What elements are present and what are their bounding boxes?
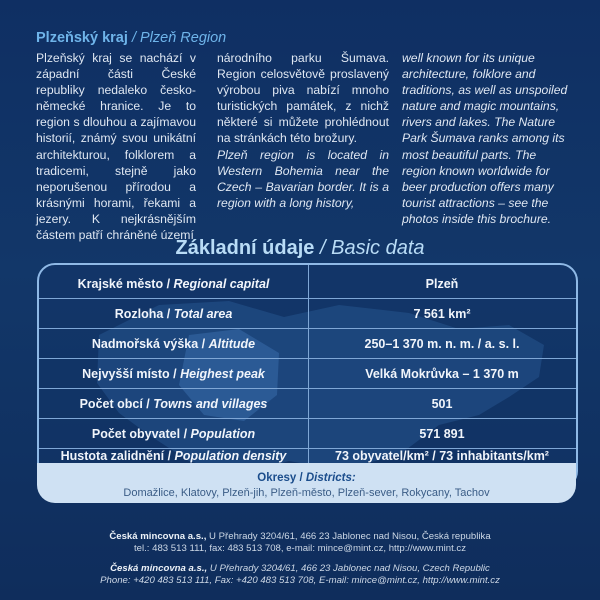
table-row xyxy=(39,329,576,359)
row-value: Plzeň xyxy=(425,277,459,291)
row-value: 501 xyxy=(431,397,453,411)
label-en: Altitude xyxy=(208,337,256,351)
label-cz: Nejvyšší místo xyxy=(82,367,170,381)
footer-cz-address xyxy=(0,531,600,543)
label-en: Heighest peak xyxy=(180,367,265,381)
heading-en: Plzeň Region xyxy=(140,30,227,46)
label-en: Population xyxy=(190,427,256,441)
row-label: Nadmořská výška / Altitude xyxy=(91,337,256,351)
paragraph-cz-part1: Plzeňský kraj se nachází v západní části České republiky nedaleko česko-německé hranice. Je to region s dlouhou a zajímavou historií, známý svou unikátní architekturou, folklorem a tradicemi, stejně jako neporušenou přírodou a krásnými horami, řekami a jezery. K nejkrásnějším částem patří chráněné území xyxy=(36,51,196,243)
label-cz: Rozloha xyxy=(114,307,164,321)
basic-data-title xyxy=(0,237,600,260)
paragraph-en-part1: Plzeň region is located in Western Bohemia near the Czech – Bavarian border. It is a region with a long history, xyxy=(217,147,389,210)
label-cz: Počet obyvatel xyxy=(91,427,181,441)
label-en: Total area xyxy=(173,307,233,321)
districts-title-cz: Okresy xyxy=(257,472,297,484)
basic-title-cz: Základní údaje xyxy=(175,237,315,259)
footer-company-en: Česká mincovna a.s., xyxy=(110,563,208,574)
label-en: Towns and villages xyxy=(153,397,268,411)
basic-title-sep: / xyxy=(319,237,326,259)
footer-en-contact: Phone: +420 483 513 111, Fax: +420 483 513 708, E-mail: mince@mint.cz, http://www.mint.cz xyxy=(100,575,500,586)
footer-en-address xyxy=(0,563,600,575)
table-row xyxy=(39,389,576,419)
row-value: 7 561 km² xyxy=(413,307,471,321)
basic-data-table xyxy=(37,263,578,489)
table-row xyxy=(39,269,576,299)
districts-title-en: Districts: xyxy=(305,472,356,484)
table-row xyxy=(39,299,576,329)
label-en: Population density xyxy=(174,449,287,463)
table-row xyxy=(39,359,576,389)
row-label: Počet obcí / Towns and villages xyxy=(79,397,268,411)
paragraph-en-part2: well known for its unique architecture, folklore and traditions, as well as unspoiled nature and magic mountains, rivers and lakes. The Nature Park Šumava ranks among its most beautiful parts. The region known worldwide for beer production offers many tourist attractions – see the photos inside this brochure. xyxy=(402,51,568,226)
label-cz: Počet obcí xyxy=(79,397,143,411)
footer-address-cz: U Přehrady 3204/61, 466 23 Jablonec nad Nisou, Česká republika xyxy=(206,531,491,542)
footer-company-cz: Česká mincovna a.s., xyxy=(109,531,207,542)
text-column-2 xyxy=(217,50,389,211)
basic-title-en: Basic data xyxy=(331,237,425,259)
districts-title: Okresy / Districts: xyxy=(257,472,356,484)
paragraph-cz-part2: národního parku Šumava. Region celosvětově proslavený výrobou piva nabízí mnoho turistických památek, z nichž některé si můžete prohlédnout na stránkách této brožury. xyxy=(217,51,389,146)
text-column-3 xyxy=(402,50,572,227)
label-cz: Hustota zalidnění xyxy=(60,449,165,463)
row-value: 73 obyvatel/km² / 73 inhabitants/km² xyxy=(335,449,549,463)
section-heading xyxy=(36,30,226,46)
row-label: Nejvyšší místo / Heighest peak xyxy=(82,367,265,381)
districts-list: Domažlice, Klatovy, Plzeň-jih, Plzeň-město, Plzeň-sever, Rokycany, Tachov xyxy=(123,487,490,499)
row-label: Počet obyvatel / Population xyxy=(91,427,256,441)
label-en: Regional capital xyxy=(173,277,270,291)
footer-cz-contact: tel.: 483 513 111, fax: 483 513 708, e-mail: mince@mint.cz, http://www.mint.cz xyxy=(134,543,466,554)
row-value: 250–1 370 m. n. m. / a. s. l. xyxy=(364,337,520,351)
heading-separator: / xyxy=(131,30,136,46)
row-label: Hustota zalidnění / Population density xyxy=(60,449,287,463)
footer-address-en: U Přehrady 3204/61, 466 23 Jablonec nad Nisou, Czech Republic xyxy=(207,563,490,574)
label-cz: Nadmořská výška xyxy=(91,337,199,351)
row-value: Velká Mokrůvka – 1 370 m xyxy=(365,367,519,381)
heading-cz: Plzeňský kraj xyxy=(36,30,128,46)
text-column-1 xyxy=(36,50,196,243)
row-value: 571 891 xyxy=(419,427,465,441)
row-label: Rozloha / Total area xyxy=(114,307,233,321)
districts-panel xyxy=(37,463,576,503)
label-cz: Krajské město xyxy=(77,277,164,291)
row-label: Krajské město / Regional capital xyxy=(77,277,270,291)
